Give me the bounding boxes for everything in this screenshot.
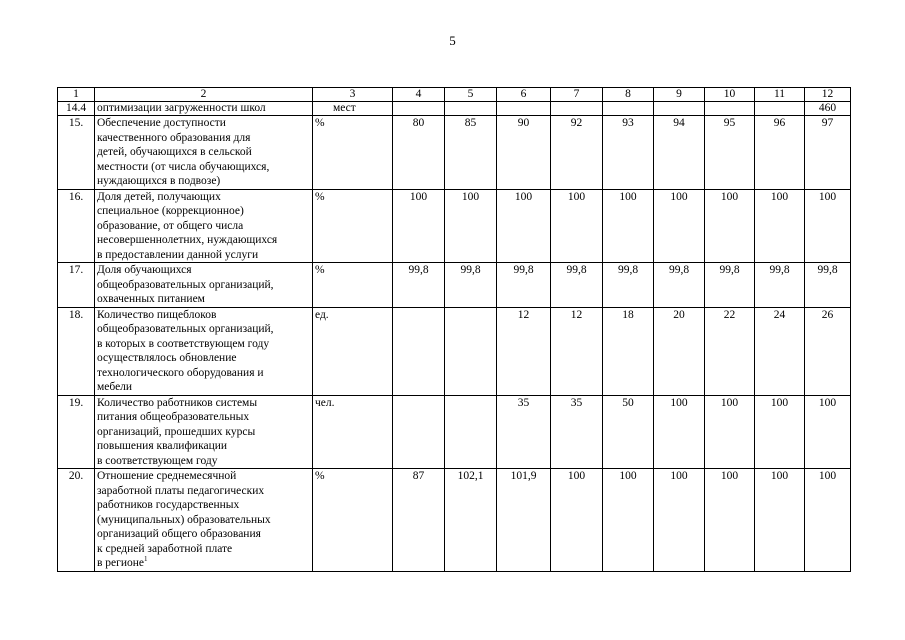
page-number: 5: [449, 33, 456, 48]
column-header-4: 4: [393, 88, 445, 102]
value-cell: 99,8: [445, 263, 497, 308]
indicator-name-text: организаций общего образования: [97, 528, 261, 540]
indicator-name-line: [97, 337, 310, 352]
value-cell: 90: [497, 116, 551, 190]
indicator-name-text: оптимизации загруженности школ: [97, 102, 266, 114]
indicator-name-line: [97, 396, 310, 411]
value-cell: 99,8: [393, 263, 445, 308]
value-cell: 92: [551, 116, 603, 190]
value-cell: 80: [393, 116, 445, 190]
indicator-name-line: [97, 527, 310, 542]
value-cell: 102,1: [445, 469, 497, 572]
value-cell: 100: [755, 469, 805, 572]
value-cell: 85: [445, 116, 497, 190]
value-cell: 87: [393, 469, 445, 572]
row-number: 15.: [58, 116, 95, 190]
value-cell: 12: [551, 307, 603, 395]
footnote-mark: 1: [144, 555, 148, 564]
indicator-name-text: охваченных питанием: [97, 293, 205, 305]
value-cell: [393, 102, 445, 116]
column-header-1: 1: [58, 88, 95, 102]
unit: %: [313, 263, 393, 308]
indicator-name-text: Отношение среднемесячной: [97, 470, 237, 482]
value-cell: 100: [393, 189, 445, 263]
indicator-name-text: технологического оборудования и: [97, 366, 264, 379]
indicator-name-line: [97, 174, 310, 189]
indicator-name-text: Доля обучающихся: [97, 264, 192, 276]
value-cell: 100: [705, 189, 755, 263]
indicator-name-line: [97, 263, 310, 278]
indicator-name-text: к средней заработной плате: [97, 542, 233, 555]
value-cell: 97: [805, 116, 851, 190]
indicator-name: [95, 469, 313, 572]
value-cell: 100: [497, 189, 551, 263]
column-header-9: 9: [654, 88, 705, 102]
value-cell: [393, 307, 445, 395]
unit: мест: [313, 102, 393, 116]
indicators-table: [57, 87, 851, 572]
value-cell: 100: [603, 469, 654, 572]
indicator-name-line: [97, 454, 310, 469]
value-cell: 100: [445, 189, 497, 263]
row-number: 16.: [58, 189, 95, 263]
indicator-name-line: [97, 556, 310, 571]
indicator-name-text: Количество работников системы: [97, 396, 258, 409]
column-header-12: 12: [805, 88, 851, 102]
indicator-name-line: [97, 513, 310, 528]
indicator-name-text: в соответствующем году: [97, 454, 218, 467]
indicator-name-text: в регионе: [97, 557, 145, 569]
indicator-name-line: [97, 425, 310, 440]
indicator-name-text: общеобразовательных организаций,: [97, 278, 274, 291]
value-cell: 100: [654, 469, 705, 572]
indicator-name-line: [97, 131, 310, 146]
value-cell: 100: [654, 189, 705, 263]
indicator-name-text: в которых в соответствующем году: [97, 337, 270, 350]
unit: ед.: [313, 307, 393, 395]
indicator-name-text: качественного образования для: [97, 131, 251, 144]
value-cell: [755, 102, 805, 116]
value-cell: [445, 307, 497, 395]
indicator-name-line: [97, 219, 310, 234]
value-cell: 99,8: [805, 263, 851, 308]
unit: %: [313, 189, 393, 263]
row-number: 14.4: [58, 102, 95, 116]
indicator-name-line: [97, 351, 310, 366]
indicator-name-line: [97, 410, 310, 425]
value-cell: 100: [805, 189, 851, 263]
table-row: [58, 102, 851, 116]
value-cell: 100: [805, 469, 851, 572]
row-number: 20.: [58, 469, 95, 572]
table-row: [58, 395, 851, 469]
column-header-3: 3: [313, 88, 393, 102]
value-cell: 100: [551, 189, 603, 263]
value-cell: 93: [603, 116, 654, 190]
value-cell: 101,9: [497, 469, 551, 572]
indicator-name-line: [97, 484, 310, 499]
table-row: [58, 469, 851, 572]
indicator-name-line: [97, 366, 310, 381]
indicator-name-text: местности (от числа обучающихся,: [97, 160, 270, 173]
value-cell: 12: [497, 307, 551, 395]
indicator-name-text: заработной платы педагогических: [97, 484, 265, 497]
indicator-name-line: [97, 439, 310, 454]
value-cell: 26: [805, 307, 851, 395]
value-cell: 99,8: [654, 263, 705, 308]
value-cell: [603, 102, 654, 116]
value-cell: 100: [705, 469, 755, 572]
table-body: [58, 88, 851, 572]
indicator-name-line: [97, 322, 310, 337]
column-header-11: 11: [755, 88, 805, 102]
indicator-name-line: [97, 145, 310, 160]
value-cell: 99,8: [551, 263, 603, 308]
table-row: [58, 116, 851, 190]
value-cell: 96: [755, 116, 805, 190]
indicator-name: [95, 116, 313, 190]
column-header-8: 8: [603, 88, 654, 102]
value-cell: 18: [603, 307, 654, 395]
value-cell: [497, 102, 551, 116]
value-cell: 99,8: [603, 263, 654, 308]
indicator-name-line: [97, 292, 310, 307]
indicator-name-text: осуществлялось обновление: [97, 352, 237, 364]
indicator-name-text: питания общеобразовательных: [97, 411, 250, 423]
indicator-name-line: [97, 190, 310, 205]
value-cell: 94: [654, 116, 705, 190]
table-row: [58, 189, 851, 263]
value-cell: 20: [654, 307, 705, 395]
indicator-name-line: [97, 102, 310, 115]
indicator-name-line: [97, 233, 310, 248]
value-cell: 100: [705, 395, 755, 469]
value-cell: [393, 395, 445, 469]
value-cell: 460: [805, 102, 851, 116]
indicator-name-line: [97, 469, 310, 484]
value-cell: 99,8: [497, 263, 551, 308]
value-cell: 100: [654, 395, 705, 469]
value-cell: 35: [497, 395, 551, 469]
row-number: 19.: [58, 395, 95, 469]
value-cell: [445, 395, 497, 469]
value-cell: 100: [755, 189, 805, 263]
indicator-name: [95, 102, 313, 116]
indicator-name-text: образование, от общего числа: [97, 219, 244, 232]
indicator-name-text: мебели: [97, 381, 133, 393]
indicator-name-text: в предоставлении данной услуги: [97, 248, 259, 261]
row-number: 18.: [58, 307, 95, 395]
indicator-name: [95, 307, 313, 395]
value-cell: 99,8: [705, 263, 755, 308]
row-number: 17.: [58, 263, 95, 308]
value-cell: 24: [755, 307, 805, 395]
value-cell: 95: [705, 116, 755, 190]
indicator-name-text: общеобразовательных организаций,: [97, 323, 274, 335]
indicator-name-text: организаций, прошедших курсы: [97, 425, 256, 438]
unit: %: [313, 469, 393, 572]
indicator-name-text: детей, обучающихся в сельской: [97, 146, 252, 158]
value-cell: 100: [805, 395, 851, 469]
table-row: [58, 307, 851, 395]
value-cell: 22: [705, 307, 755, 395]
value-cell: [705, 102, 755, 116]
indicator-name-text: работников государственных: [97, 499, 240, 511]
indicator-name-line: [97, 278, 310, 293]
indicator-name-line: [97, 204, 310, 219]
column-header-10: 10: [705, 88, 755, 102]
value-cell: 100: [603, 189, 654, 263]
indicator-name-text: Обеспечение доступности: [97, 117, 226, 129]
indicator-name-text: повышения квалификации: [97, 440, 228, 452]
indicator-name-line: [97, 380, 310, 395]
indicator-name: [95, 263, 313, 308]
unit: чел.: [313, 395, 393, 469]
value-cell: 100: [755, 395, 805, 469]
table-row: [58, 263, 851, 308]
header-row: [58, 88, 851, 102]
indicator-name-line: [97, 542, 310, 557]
unit: %: [313, 116, 393, 190]
indicator-name-text: нуждающихся в подвозе): [97, 175, 221, 187]
indicator-name-text: (муниципальных) образовательных: [97, 513, 271, 526]
value-cell: [551, 102, 603, 116]
indicator-name: [95, 395, 313, 469]
column-header-6: 6: [497, 88, 551, 102]
indicator-name-text: несовершеннолетних, нуждающихся: [97, 234, 278, 246]
column-header-2: 2: [95, 88, 313, 102]
indicator-name-line: [97, 248, 310, 263]
indicator-name-line: [97, 308, 310, 323]
column-header-5: 5: [445, 88, 497, 102]
indicator-name-line: [97, 160, 310, 175]
value-cell: 35: [551, 395, 603, 469]
indicator-name-line: [97, 116, 310, 131]
indicator-name-text: Доля детей, получающих: [97, 190, 221, 203]
value-cell: 50: [603, 395, 654, 469]
value-cell: [445, 102, 497, 116]
value-cell: 100: [551, 469, 603, 572]
column-header-7: 7: [551, 88, 603, 102]
indicator-name-text: специальное (коррекционное): [97, 205, 244, 217]
indicator-name: [95, 189, 313, 263]
indicator-name-text: Количество пищеблоков: [97, 308, 217, 321]
value-cell: [654, 102, 705, 116]
indicator-name-line: [97, 498, 310, 513]
value-cell: 99,8: [755, 263, 805, 308]
